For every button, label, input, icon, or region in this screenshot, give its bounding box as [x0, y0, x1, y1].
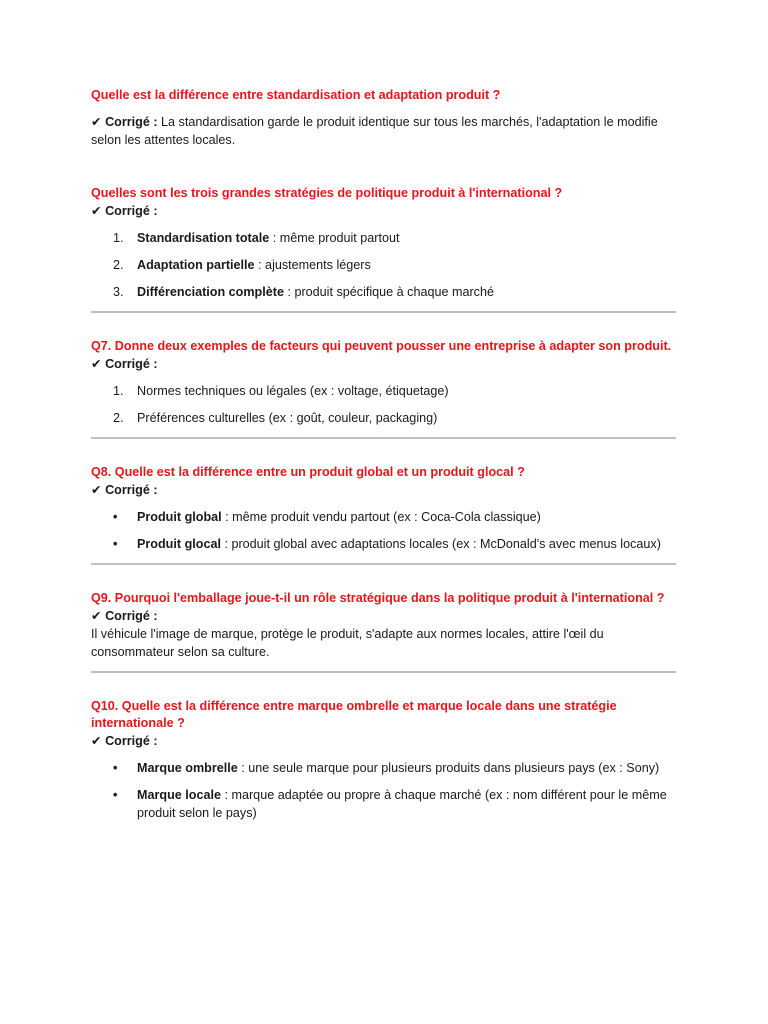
factors-list: [91, 382, 676, 427]
list-item: [91, 508, 676, 526]
corrige-label: Corrigé :: [105, 483, 158, 497]
check-mark-icon: ✔: [91, 204, 102, 218]
item-text: : même produit partout: [269, 231, 400, 245]
list-item: [91, 229, 676, 247]
section-divider: [91, 437, 676, 439]
question-q10: Q10. Quelle est la différence entre marque ombrelle et marque locale dans une stratégie internationale ?: [91, 699, 617, 730]
list-number: 1.: [113, 231, 124, 245]
corrige-label: Corrigé :: [105, 115, 158, 129]
list-item: [91, 759, 676, 777]
question-q9: Q9. Pourquoi l'emballage joue-t-il un rôle stratégique dans la politique produit à l'international ?: [91, 591, 665, 605]
item-text: Préférences culturelles (ex : goût, couleur, packaging): [137, 411, 438, 425]
corrige-line: [91, 607, 676, 625]
corrige-label: Corrigé :: [105, 204, 158, 218]
brand-types-list: [91, 759, 676, 822]
list-number: 1.: [113, 384, 124, 398]
list-item: [91, 256, 676, 274]
item-term: Marque locale: [137, 788, 221, 802]
item-text: : une seule marque pour plusieurs produits dans plusieurs pays (ex : Sony): [237, 761, 660, 775]
check-mark-icon: ✔: [91, 483, 102, 497]
list-item: [91, 382, 676, 400]
question-q7: Q7. Donne deux exemples de facteurs qui peuvent pousser une entreprise à adapter son produit.: [91, 339, 672, 353]
item-text: : même produit vendu partout (ex : Coca-Cola classique): [221, 510, 541, 524]
section-divider: [91, 311, 676, 313]
corrige-label: Corrigé :: [105, 357, 158, 371]
item-term: Marque ombrelle: [137, 761, 238, 775]
list-number: 2.: [113, 258, 124, 272]
check-mark-icon: ✔: [91, 357, 102, 371]
corrige-label: Corrigé :: [105, 734, 158, 748]
corrige-line: [91, 481, 676, 499]
item-text: Normes techniques ou légales (ex : voltage, étiquetage): [137, 384, 449, 398]
bullet-icon: •: [113, 510, 118, 524]
list-item: [91, 786, 676, 822]
question-q8: Q8. Quelle est la différence entre un produit global et un produit glocal ?: [91, 465, 525, 479]
check-mark-icon: ✔: [91, 734, 102, 748]
section-divider: [91, 563, 676, 565]
corrige-label: Corrigé :: [105, 609, 158, 623]
item-term: Produit glocal: [137, 537, 221, 551]
bullet-icon: •: [113, 761, 118, 775]
item-text: : ajustements légers: [254, 258, 371, 272]
corrige-line: [91, 202, 676, 220]
bullet-icon: •: [113, 788, 118, 802]
item-term: Standardisation totale: [137, 231, 270, 245]
item-text: : marque adaptée ou propre à chaque marché (ex : nom différent pour le même produit selon le pays): [137, 788, 667, 820]
product-types-list: [91, 508, 676, 553]
item-text: : produit spécifique à chaque marché: [283, 285, 494, 299]
item-term: Différenciation complète: [137, 285, 284, 299]
item-text: : produit global avec adaptations locales (ex : McDonald's avec menus locaux): [220, 537, 661, 551]
item-term: Adaptation partielle: [137, 258, 255, 272]
question-standardisation: Quelle est la différence entre standardisation et adaptation produit ?: [91, 88, 501, 102]
bullet-icon: •: [113, 537, 118, 551]
list-item: [91, 535, 676, 553]
check-mark-icon: ✔: [91, 115, 102, 129]
list-number: 2.: [113, 411, 124, 425]
list-item: [91, 409, 676, 427]
corrige-line: [91, 355, 676, 373]
item-term: Produit global: [137, 510, 222, 524]
list-number: 3.: [113, 285, 124, 299]
section-divider: [91, 671, 676, 673]
answer-text: Il véhicule l'image de marque, protège le produit, s'adapte aux normes locales, attire l'œil du consommateur selon sa culture.: [91, 627, 604, 659]
document-content: [91, 78, 676, 822]
strategies-list: [91, 229, 676, 301]
answer-standardisation: [91, 113, 676, 149]
question-strategies: Quelles sont les trois grandes stratégies de politique produit à l'international ?: [91, 186, 563, 200]
corrige-line: [91, 732, 676, 750]
answer-text: La standardisation garde le produit identique sur tous les marchés, l'adaptation le modifie selon les attentes locales.: [91, 115, 658, 147]
check-mark-icon: ✔: [91, 609, 102, 623]
list-item: [91, 283, 676, 301]
